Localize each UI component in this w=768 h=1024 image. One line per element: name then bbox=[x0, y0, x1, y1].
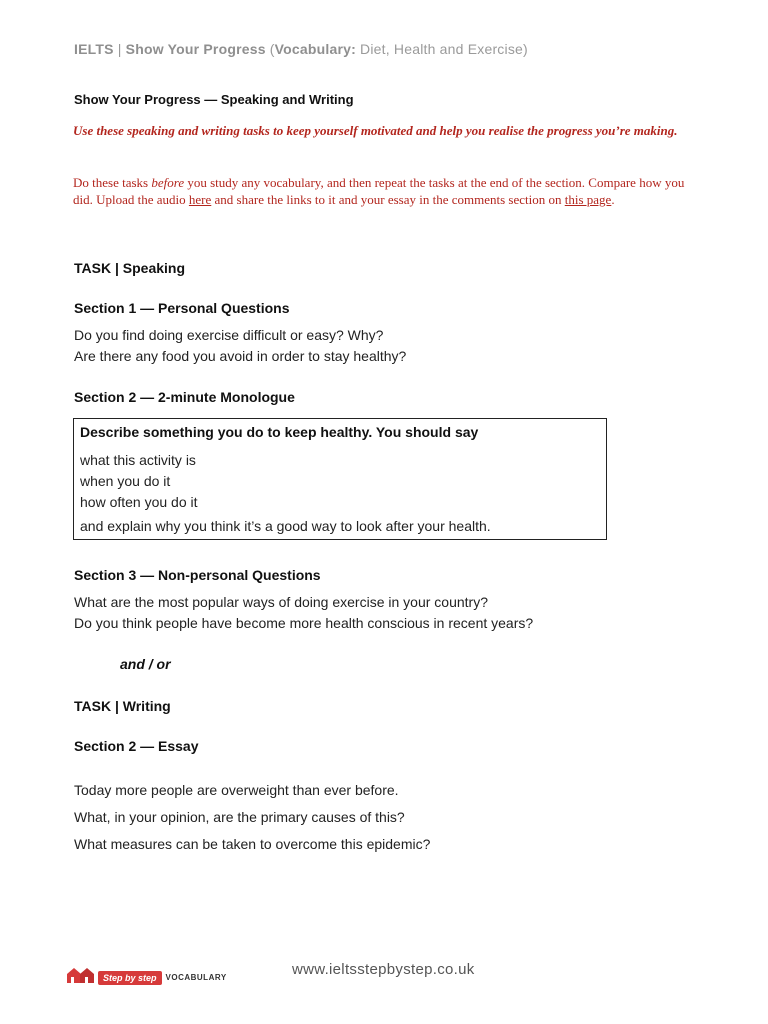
page-header: IELTS | Show Your Progress (Vocabulary: Diet, Health and Exercise) bbox=[74, 41, 528, 57]
section3-heading: Section 3 — Non-personal Questions bbox=[74, 567, 321, 583]
cue-card-closing: and explain why you think it’s a good way to look after your health. bbox=[80, 518, 491, 534]
cue-card bbox=[73, 418, 607, 540]
and-or-separator: and / or bbox=[120, 656, 171, 672]
list-item: what this activity is bbox=[80, 452, 196, 468]
list-item: What measures can be taken to overcome this epidemic? bbox=[74, 836, 431, 852]
section1-heading: Section 1 — Personal Questions bbox=[74, 300, 290, 316]
page-title: Show Your Progress — Speaking and Writing bbox=[74, 92, 354, 107]
task-writing-heading: TASK | Writing bbox=[74, 698, 171, 714]
logo-badge: Step by step bbox=[98, 971, 162, 985]
cue-card-lead: Describe something you do to keep healthy. You should say bbox=[80, 424, 479, 440]
list-item: Today more people are overweight than ever before. bbox=[74, 782, 399, 798]
intro-instructions: Do these tasks before you study any vocabulary, and then repeat the tasks at the end of the section. Compare how you did. Upload the audio here and share the links to it and your essay in the comments section on this page. bbox=[73, 175, 685, 207]
list-item: Do you think people have become more health conscious in recent years? bbox=[74, 615, 534, 631]
list-item: What, in your opinion, are the primary causes of this? bbox=[74, 809, 405, 825]
list-item: Are there any food you avoid in order to stay healthy? bbox=[74, 348, 407, 364]
audio-upload-link[interactable]: here bbox=[188, 192, 212, 207]
building-icon bbox=[66, 966, 96, 989]
header-topic: Diet, Health and Exercise) bbox=[355, 41, 528, 57]
section3-questions bbox=[74, 592, 533, 634]
header-brand: IELTS bbox=[74, 41, 114, 57]
task-speaking-heading: TASK | Speaking bbox=[74, 260, 186, 276]
comments-page-link[interactable]: this page bbox=[564, 192, 612, 207]
section1-questions bbox=[74, 325, 406, 367]
list-item: when you do it bbox=[80, 473, 171, 489]
section2-heading: Section 2 — 2-minute Monologue bbox=[74, 389, 295, 405]
essay-heading: Section 2 — Essay bbox=[74, 738, 199, 754]
intro-motivation: Use these speaking and writing tasks to keep yourself motivated and help you realise the progress you’re making. bbox=[73, 123, 678, 138]
logo-text: VOCABULARY bbox=[165, 973, 227, 982]
list-item: how often you do it bbox=[80, 494, 198, 510]
footer-url[interactable]: www.ieltsstepbystep.co.uk bbox=[292, 961, 475, 978]
essay-prompt bbox=[74, 777, 430, 858]
cue-card-items bbox=[80, 450, 198, 513]
list-item: Do you find doing exercise difficult or easy? Why? bbox=[74, 327, 384, 343]
list-item: What are the most popular ways of doing exercise in your country? bbox=[74, 594, 488, 610]
header-title: Show Your Progress bbox=[125, 41, 266, 57]
footer-logo bbox=[66, 966, 227, 989]
header-vocab-label: Vocabulary: bbox=[274, 41, 356, 57]
